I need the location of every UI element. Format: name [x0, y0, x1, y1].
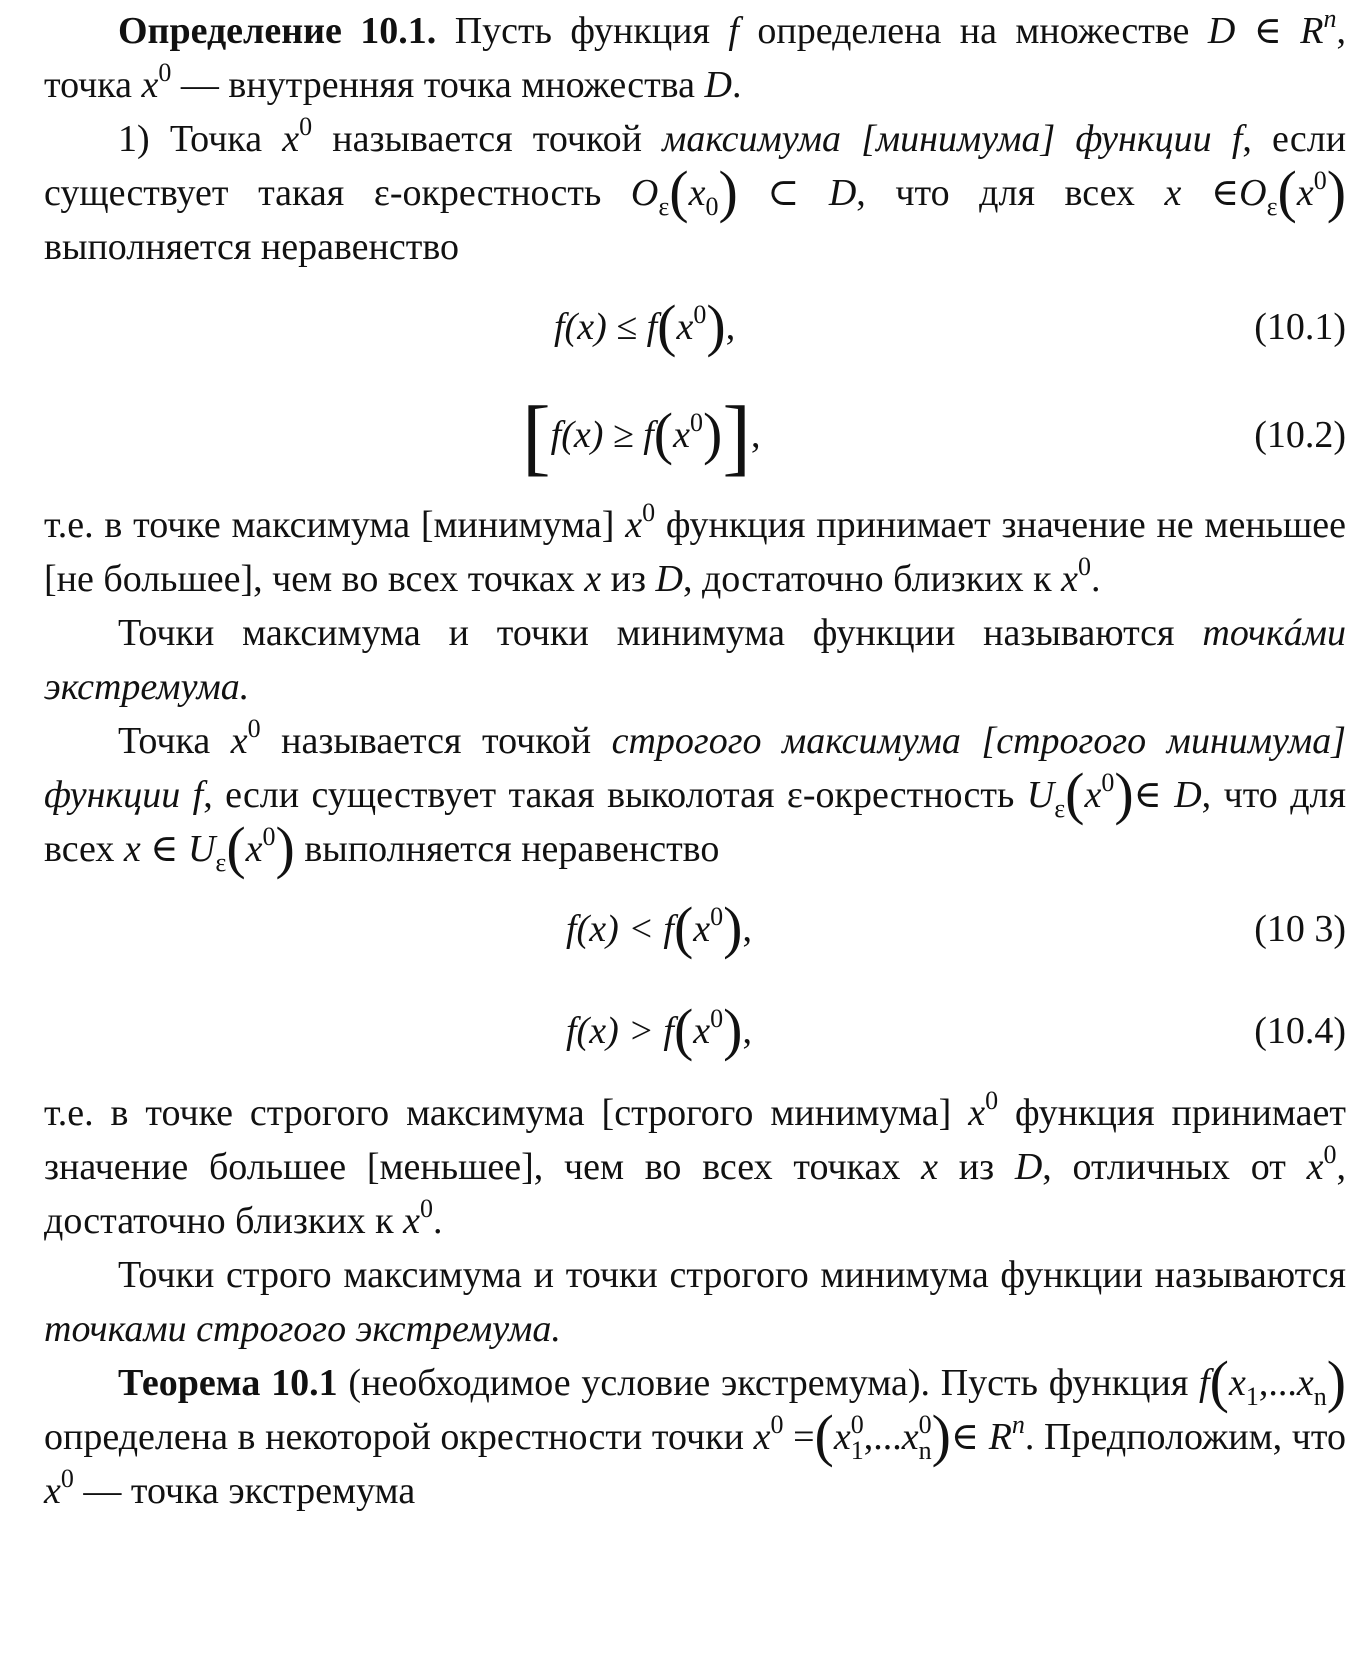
- math-x-in-punctured: x ∈ $U_\varepsilon(x^0)$: [123, 815, 295, 880]
- theorem-title: Теорема 10.1: [118, 1362, 338, 1404]
- equation-number: (10.1): [1254, 306, 1346, 348]
- definition-paragraph: Определение 10.1. Пусть функция f определена на множестве D ∈ $R^n$, точка $x^0$ — внутренняя точка множества D.: [44, 4, 1346, 106]
- math-f: f: [192, 774, 204, 816]
- term-extremum: точкáми экстремума.: [44, 612, 1346, 708]
- equation-number: (10.2): [1254, 414, 1346, 456]
- equation-10-4: [44, 978, 1346, 1086]
- math-x0: $x^0$: [141, 58, 172, 106]
- equation-number: (10 3): [1254, 908, 1346, 950]
- paragraph-max-min: 1) Точка $x^0$ называется точкой максимума [минимума] функции f, если существует такая ε-окрестность $O_\varepsilon(x_0)$ ⊂ D, что для всех x $\in O_\varepsilon(x^0)$ выполняется неравенство: [44, 112, 1347, 268]
- math-x: x: [584, 558, 602, 600]
- math-punctured-neighborhood: $U_\varepsilon(x^0)\in$ D: [1026, 761, 1202, 826]
- math-d-in-rn: D ∈ $R^n$: [1207, 4, 1337, 52]
- equation-10-1: [44, 274, 1346, 382]
- math-x0: $x^0$: [44, 1464, 74, 1512]
- paragraph-explanation: т.е. в точке максимума [минимума] $x^0$ функция принимает значение не меньшее [не большее], чем во всех точках x из D, достаточно близких к $x^0$.: [44, 498, 1347, 600]
- math-d: D: [655, 558, 683, 600]
- paragraph-extremum-points: Точки максимума и точки минимума функции называются точкáми экстремума.: [44, 612, 1346, 708]
- math-x0: $x^0$: [625, 498, 656, 546]
- term-max-min: максимума [минимума] функции: [662, 118, 1212, 160]
- math-d: D: [704, 64, 732, 106]
- math-f: f: [728, 10, 739, 52]
- equation-formula: $f(x) > f(x^0)$,: [566, 997, 752, 1062]
- math-neighborhood: $O_\varepsilon(x_0)$ ⊂ D: [630, 159, 857, 224]
- equation-formula: $[f(x) \ge f(x^0)]$,: [522, 388, 761, 484]
- definition-title: Определение 10.1.: [118, 10, 437, 52]
- document-page: [44, 4, 1346, 1518]
- equation-formula: $f(x) < f(x^0)$,: [566, 895, 752, 960]
- term-strict-max-min: строгого максимума [строгого минимума] функции: [44, 720, 1346, 816]
- equation-formula: $f(x) \le f(x^0)$,: [554, 293, 736, 358]
- math-x0: $x^0$: [403, 1194, 434, 1242]
- math-x: x: [921, 1146, 938, 1188]
- math-x0: $x^0$: [1306, 1140, 1337, 1188]
- math-x0-definition: $x^0$ $=(x^0_1,...x^0_n)\in$ $R^n$: [753, 1403, 1025, 1468]
- math-x-in-neighborhood: x $\in O_\varepsilon(x^0)$: [1164, 159, 1347, 224]
- equation-number: (10.4): [1254, 1010, 1346, 1052]
- equation-10-3: [44, 876, 1346, 978]
- theorem-paragraph: Теорема 10.1 (необходимое условие экстремума). Пусть функция $f(x_1,...x_n)$ определена в некоторой окрестности точки $x^0$ $=(x^0_1,...x^0_n)\in$ $R^n$. Предположим, что $x^0$ — точка экстремума: [44, 1349, 1347, 1512]
- math-x0: $x^0$: [1061, 552, 1091, 600]
- paragraph-strict-explanation: т.е. в точке строгого максимума [строгого минимума] $x^0$ функция принимает значение большее [меньшее], чем во всех точках x из D, отличных от $x^0$, достаточно близких к $x^0$.: [44, 1086, 1346, 1242]
- math-x0: $x^0$: [968, 1086, 999, 1134]
- equation-10-2: [44, 382, 1346, 498]
- term-strict-extremum: точками строгого экстремума.: [44, 1308, 561, 1350]
- math-d: D: [1014, 1146, 1043, 1188]
- math-x0: $x^0$: [282, 112, 313, 160]
- math-f-of-x1-xn: $f(x_1,...x_n)$: [1199, 1349, 1347, 1414]
- math-f: f: [1231, 118, 1243, 160]
- paragraph-strict: Точка $x^0$ называется точкой строгого максимума [строгого минимума] функции f, если существует такая выколотая ε-окрестность $U_\varepsilon(x^0)\in$ D, что для всех x ∈ $U_\varepsilon(x^0)$ выполняется неравенство: [44, 714, 1346, 880]
- math-x0: $x^0$: [230, 714, 261, 762]
- paragraph-strict-extremum-points: Точки строго максимума и точки строгого минимума функции называются точками строгого экстремума.: [44, 1254, 1346, 1350]
